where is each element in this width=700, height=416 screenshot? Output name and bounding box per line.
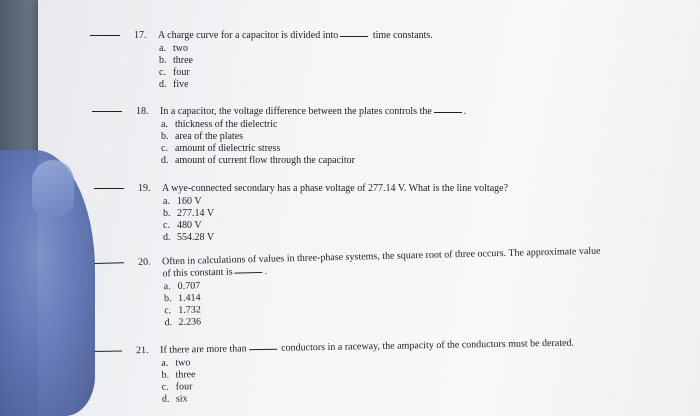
option-d: d. amount of current flow through the capacitor: [161, 155, 355, 166]
answer-blank-21: [92, 350, 122, 352]
question-number: 18.: [136, 106, 149, 117]
options-list: [164, 271, 603, 330]
option-a: a. two: [159, 43, 188, 54]
question-stem: If there are more than: [159, 343, 247, 356]
options-list: [163, 196, 508, 244]
question-stem-end: .: [463, 106, 467, 117]
answer-blank-17: [90, 35, 120, 36]
option-c: c. amount of dielectric stress: [161, 143, 281, 154]
option-d: d. six: [161, 393, 188, 405]
question-number: 19.: [138, 183, 151, 194]
option-b: b. three: [161, 369, 196, 381]
question-19: [94, 183, 508, 244]
option-a: a. thickness of the dielectric: [161, 119, 278, 130]
question-stem: Often in calculations of values in three-phase systems, the square root of three occurs. The approximate value: [161, 245, 601, 268]
fill-in-blank: [235, 272, 263, 274]
question-number: 17.: [134, 30, 147, 41]
question-21: [92, 338, 575, 407]
option-b: b. area of the plates: [161, 131, 244, 142]
thumbnail: [32, 160, 74, 218]
option-d: d. 554.28 V: [163, 232, 215, 243]
options-list: [161, 351, 575, 406]
question-stem: A charge curve for a capacitor is divided into: [158, 30, 339, 41]
option-c: c. 480 V: [163, 220, 202, 231]
option-c: c. four: [159, 67, 190, 78]
option-b: b. 277.14 V: [163, 208, 215, 219]
option-a: a. 0.707: [163, 280, 201, 293]
answer-blank-20: [94, 262, 124, 264]
fill-in-blank: [249, 349, 277, 350]
question-20: [94, 246, 602, 331]
question-stem: A wye-connected secondary has a phase voltage of 277.14 V. What is the line voltage?: [162, 183, 509, 194]
worksheet-paper: [38, 0, 700, 416]
option-d: d. five: [159, 79, 189, 90]
question-stem-end: time constants.: [372, 30, 433, 41]
answer-blank-18: [92, 111, 122, 112]
option-c: c. four: [161, 381, 193, 393]
question-stem: In a capacitor, the voltage difference between the plates controls the: [160, 106, 432, 117]
question-18: [92, 106, 466, 167]
fill-in-blank: [434, 112, 462, 113]
option-b: b. three: [159, 55, 193, 66]
option-b: b. 1.414: [163, 292, 201, 305]
options-list: [161, 119, 466, 167]
option-a: a. 160 V: [163, 196, 202, 207]
options-list: [159, 43, 433, 91]
option-c: c. 1.732: [164, 304, 201, 317]
option-a: a. two: [161, 357, 191, 369]
answer-blank-19: [94, 188, 124, 189]
question-number: 21.: [135, 345, 149, 357]
question-17: [90, 30, 433, 91]
question-stem-end: conductors in a raceway, the ampacity of the conductors must be derated.: [281, 337, 575, 354]
question-number: 20.: [137, 256, 151, 268]
option-d: d. 2.236: [164, 316, 202, 329]
question-stem-line-2: of this constant is .: [162, 265, 268, 280]
fill-in-blank: [340, 36, 368, 37]
